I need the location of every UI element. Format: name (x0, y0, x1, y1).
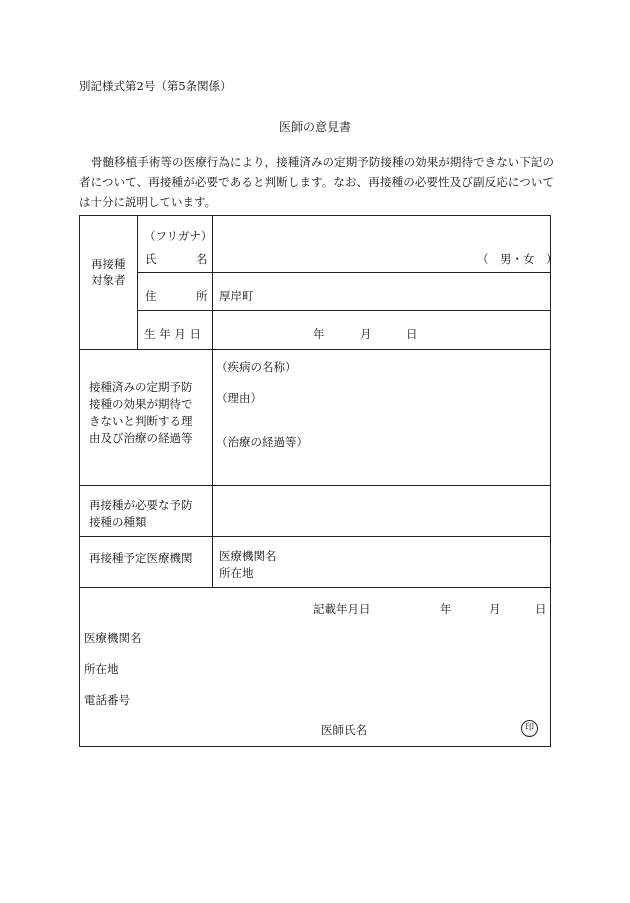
grid-line (212, 215, 213, 587)
date-label: 記載年月日 (313, 602, 371, 616)
form-header: 別記様式第2号（第5条関係） (79, 79, 232, 93)
reason-label-3: きないと判断する理 (89, 414, 193, 428)
disease-name-label: （疾病の名称） (216, 360, 297, 374)
vaccine-type-label-2: 接種の種類 (89, 515, 147, 529)
sex-selector[interactable]: （ 男・女 ） (477, 252, 558, 266)
reason-label-2: 接種の効果が期待で (89, 397, 193, 411)
grid-line (137, 215, 138, 349)
furigana-label: （フリガナ） (144, 229, 213, 243)
planned-institution-location-label: 所在地 (219, 566, 254, 580)
subject-section-label-2: 対象者 (91, 273, 126, 287)
phone-label: 電話番号 (84, 693, 130, 707)
name-label-1: 氏 (145, 252, 157, 266)
grid-line (137, 310, 551, 311)
intro-paragraph: 骨髄移植手術等の医療行為により，接種済みの定期予防接種の効果が期待できない下記の者について、再接種が必要であると判断します。なお、再接種の必要性及び副反応については十分に説明しています。 (79, 155, 554, 209)
planned-institution-label: 再接種予定医療機関 (89, 551, 193, 565)
address-value[interactable]: 厚岸町 (219, 289, 254, 303)
grid-line (79, 587, 551, 588)
institution-label: 医療機関名 (84, 631, 142, 645)
subject-section-label-1: 再接種 (91, 257, 126, 271)
grid-line (79, 349, 551, 350)
location-label: 所在地 (84, 662, 119, 676)
grid-line (79, 536, 551, 537)
dob-year: 年 (313, 327, 325, 341)
grid-line (137, 272, 551, 273)
vaccine-type-label-1: 再接種が必要な予防 (89, 498, 193, 512)
reason-text-label: （理由） (216, 391, 262, 405)
reason-label-4: 由及び治療の経過等 (89, 431, 193, 445)
name-label-2: 名 (196, 252, 208, 266)
seal-stamp: 印 (521, 720, 538, 737)
date-month: 月 (489, 602, 501, 616)
reason-label-1: 接種済みの定期予防 (89, 380, 193, 394)
dob-day: 日 (406, 327, 418, 341)
document-title: 医師の意見書 (278, 120, 351, 134)
address-label-2: 所 (196, 289, 208, 303)
date-year: 年 (440, 602, 452, 616)
planned-institution-name-label: 医療機関名 (219, 549, 277, 563)
dob-label: 生 年 月 日 (144, 327, 201, 341)
doctor-name-label: 医師氏名 (321, 723, 367, 737)
treatment-label: （治療の経過等） (216, 435, 308, 449)
grid-line (79, 485, 551, 486)
address-label-1: 住 (145, 289, 157, 303)
date-day: 日 (535, 602, 547, 616)
dob-month: 月 (360, 327, 372, 341)
